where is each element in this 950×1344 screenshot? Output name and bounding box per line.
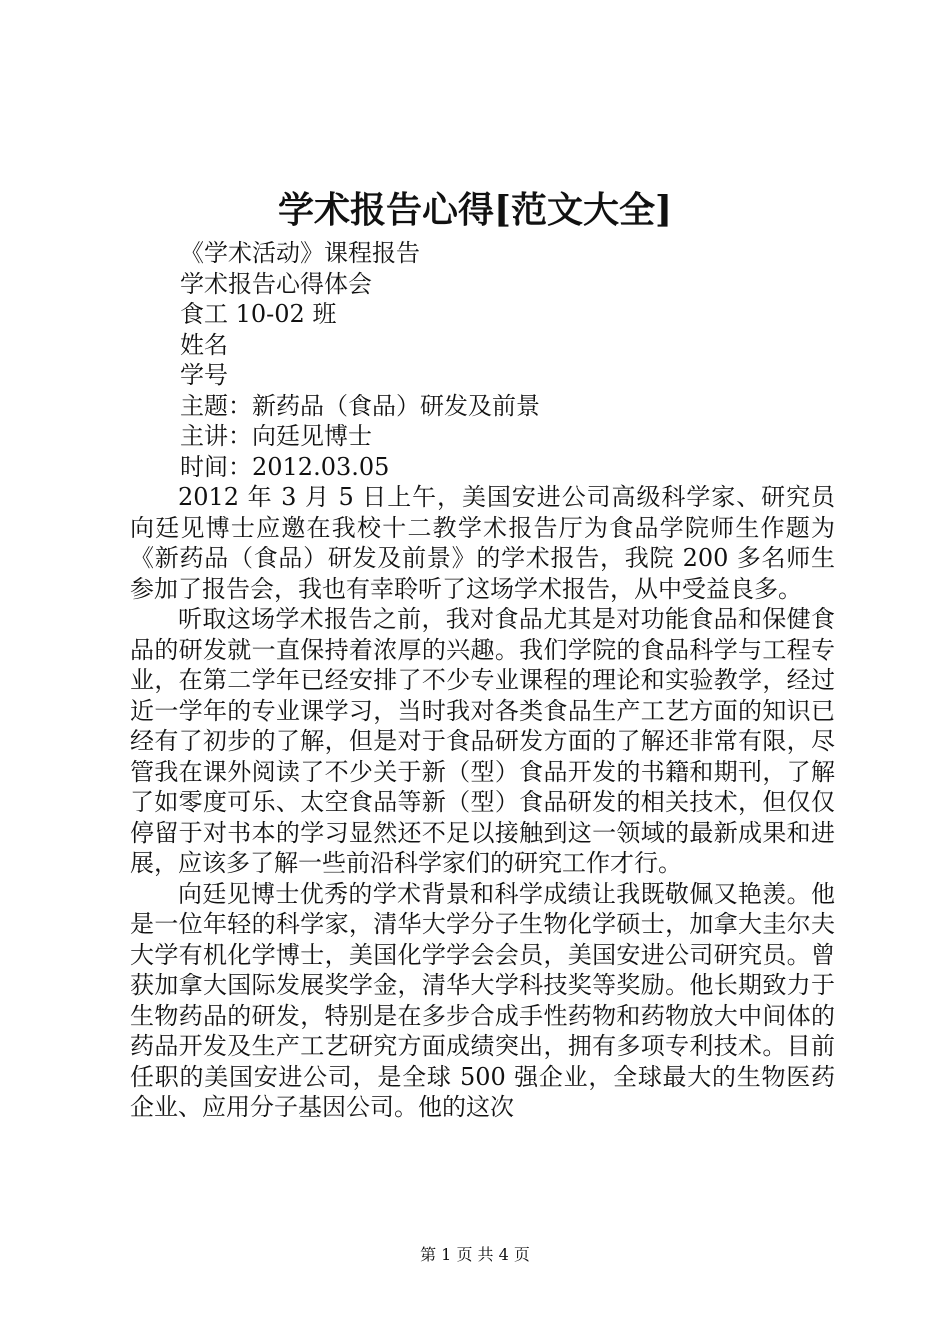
body-text bbox=[130, 482, 835, 1123]
paragraph: 听取这场学术报告之前，我对食品尤其是对功能食品和保健食品的研发就一直保持着浓厚的兴趣。我们学院的食品科学与工程专业，在第二学年已经安排了不少专业课程的理论和实验教学，经过近一学年的专业课学习，当时我对各类食品生产工艺方面的知识已经有了初步的了解，但是对于食品研发方面的了解还非常有限，尽管我在课外阅读了不少关于新（型）食品开发的书籍和期刊，了解了如零度可乐、太空食品等新（型）食品研发的相关技术，但仅仅停留于对书本的学习显然还不足以接触到这一领域的最新成果和进展，应该多了解一些前沿科学家们的研究工作才行。 bbox=[130, 605, 835, 877]
date-line: 时间：2012.03.05 bbox=[180, 452, 390, 481]
student-id-line: 学号 bbox=[180, 361, 228, 389]
page-footer: 第 1 页 共 4 页 bbox=[420, 1245, 530, 1264]
topic-line: 主题：新药品（食品）研发及前景 bbox=[180, 391, 540, 420]
class-line: 食工 10-02 班 bbox=[180, 300, 337, 328]
report-subtitle-line: 学术报告心得体会 bbox=[180, 269, 372, 298]
paragraph: 向廷见博士优秀的学术背景和科学成绩让我既敬佩又艳羡。他是一位年轻的科学家，清华大学分子生物化学硕士，加拿大圭尔夫大学有机化学博士，美国化学学会会员，美国安进公司研究员。曾获加拿大国际发展奖学金，清华大学科技奖等奖励。他长期致力于生物药品的研发，特别是在多步合成手性药物和药物放大中间体的药品开发及生产工艺研究方面成绩突出，拥有多项专利技术。目前任职的美国安进公司，是全球 500 强企业，全球最大的生物医药企业、应用分子基因公司。他的这次 bbox=[130, 879, 835, 1121]
paragraph: 2012 年 3 月 5 日上午，美国安进公司高级科学家、研究员向廷见博士应邀在我校十二教学术报告厅为食品学院师生作题为《新药品（食品）研发及前景》的学术报告，我院 200 多名师生参加了报告会，我也有幸聆听了这场学术报告，从中受益良多。 bbox=[130, 483, 835, 603]
name-line: 姓名 bbox=[180, 330, 228, 359]
speaker-line: 主讲：向廷见博士 bbox=[180, 422, 372, 450]
document-title: 学术报告心得[范文大全] bbox=[277, 189, 673, 231]
course-report-line: 《学术活动》课程报告 bbox=[180, 239, 420, 267]
report-header bbox=[180, 238, 540, 482]
